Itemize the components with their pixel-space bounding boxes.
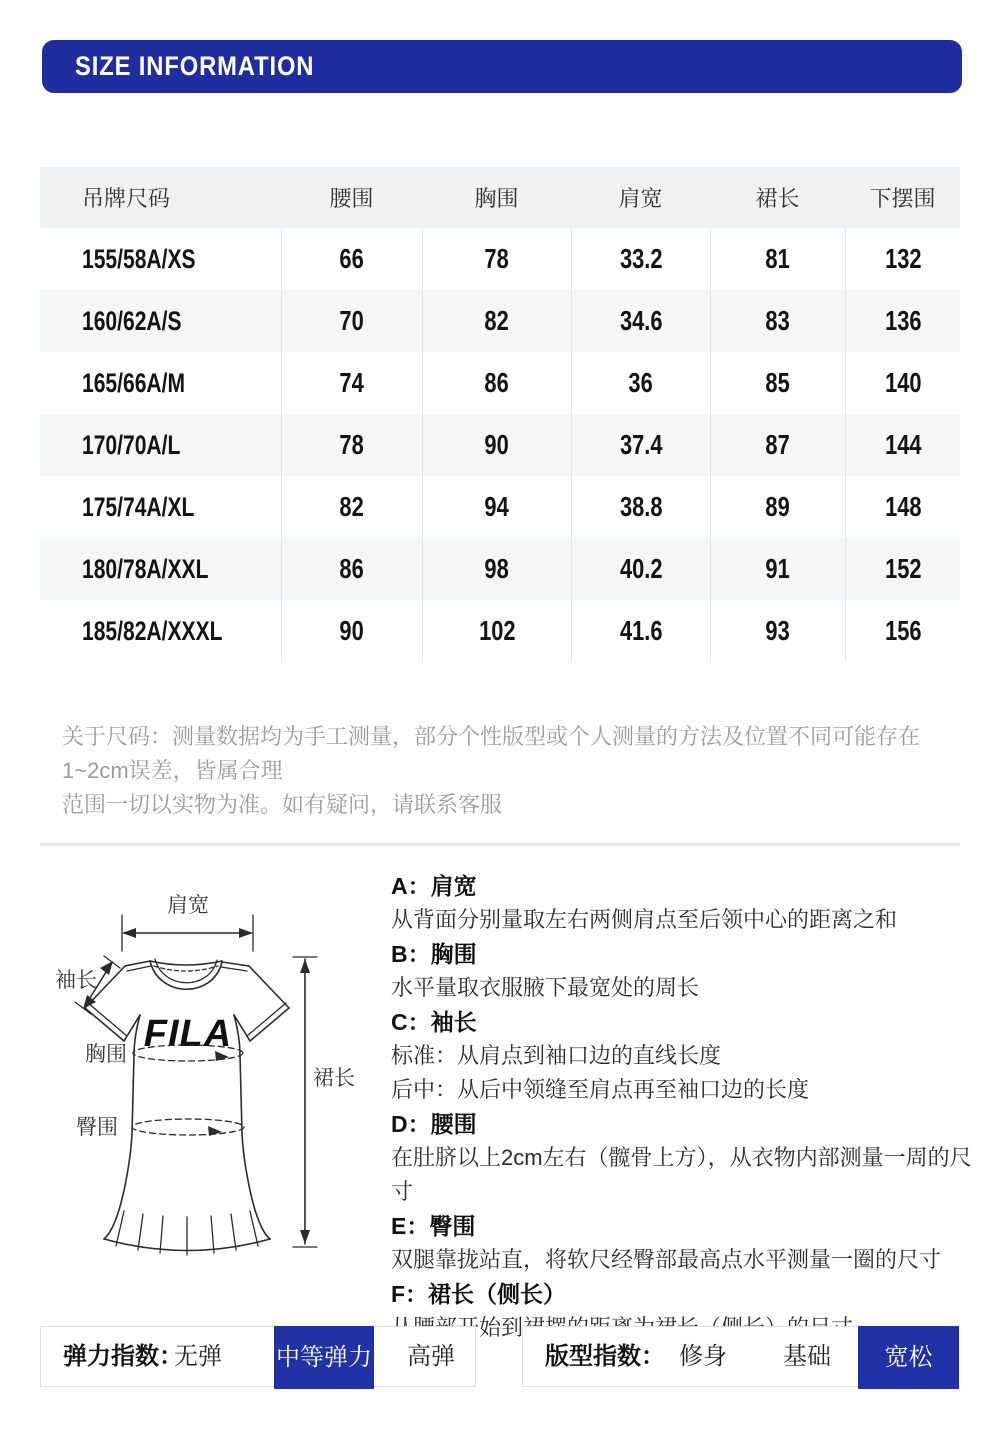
collar bbox=[150, 959, 222, 989]
measurement-cell: 37.4 bbox=[571, 414, 710, 476]
table-row bbox=[40, 600, 960, 662]
measurement-cell: 34.6 bbox=[571, 290, 710, 352]
measure-guide bbox=[391, 869, 986, 1345]
column-header: 下摆围 bbox=[869, 186, 936, 211]
elasticity-index-label: 弹力指数： bbox=[63, 1343, 183, 1370]
fila-logo: FILA bbox=[143, 1013, 233, 1055]
measurement-cell: 94 bbox=[422, 476, 571, 538]
column-header: 裙长 bbox=[755, 186, 800, 211]
measurement-cell: 82 bbox=[422, 290, 571, 352]
column-header: 肩宽 bbox=[618, 186, 663, 211]
table-row bbox=[40, 228, 960, 290]
measurement-cell: 136 bbox=[845, 290, 960, 352]
measurement-cell: 78 bbox=[422, 228, 571, 290]
guide-line: 双腿靠拢站直，将软尺经臀部最高点水平测量一圈的尺寸 bbox=[391, 1247, 942, 1272]
size-label-cell: 180/78A/XXL bbox=[82, 553, 209, 584]
guide-heading: D：腰围 bbox=[391, 1111, 477, 1137]
measurement-cell: 148 bbox=[845, 476, 960, 538]
measurement-cell: 90 bbox=[422, 414, 571, 476]
guide-heading: B：胸围 bbox=[391, 941, 477, 967]
pleat-lines bbox=[116, 1211, 258, 1255]
size-label-cell: 160/62A/S bbox=[82, 305, 182, 336]
measurement-cell: 93 bbox=[710, 600, 845, 662]
table-row bbox=[40, 414, 960, 476]
elasticity-index-bar bbox=[40, 1326, 476, 1387]
column-header: 胸围 bbox=[474, 186, 519, 211]
fit-index-label: 版型指数： bbox=[545, 1343, 665, 1370]
measurement-cell: 156 bbox=[845, 600, 960, 662]
fit-index-bar bbox=[522, 1326, 958, 1387]
size-table-body bbox=[40, 228, 960, 662]
elasticity-option: 无弹 bbox=[174, 1343, 222, 1370]
guide-line: 从背面分别量取左右两侧肩点至后领中心的距离之和 bbox=[391, 907, 898, 932]
size-label-cell: 185/82A/XXXL bbox=[82, 615, 223, 646]
measurement-cell: 83 bbox=[710, 290, 845, 352]
measurement-cell: 90 bbox=[281, 600, 422, 662]
size-table-header bbox=[40, 167, 960, 228]
guide-line: 在肚脐以上2cm左右（髋骨上方），从衣物内部测量一周的尺寸 bbox=[391, 1145, 972, 1204]
measurement-cell: 91 bbox=[710, 538, 845, 600]
size-note bbox=[62, 720, 942, 822]
measurement-cell: 33.2 bbox=[571, 228, 710, 290]
sleeve-length-label: 袖长 bbox=[55, 969, 97, 992]
table-row bbox=[40, 538, 960, 600]
measurement-cell: 86 bbox=[422, 352, 571, 414]
guide-heading: E：臀围 bbox=[391, 1213, 476, 1239]
guide-line: 后中：从后中领缝至肩点再至袖口边的长度 bbox=[391, 1077, 810, 1102]
section-title: SIZE INFORMATION bbox=[75, 51, 315, 81]
measurement-cell: 38.8 bbox=[571, 476, 710, 538]
note-line: 关于尺码：测量数据均为手工测量，部分个性版型或个人测量的方法及位置不同可能存在1~2cm误差，皆属合理 bbox=[62, 724, 921, 783]
fit-option: 修身 bbox=[679, 1343, 727, 1370]
note-line: 范围一切以实物为准。如有疑问，请联系客服 bbox=[62, 792, 503, 817]
measurement-cell: 102 bbox=[422, 600, 571, 662]
measurement-cell: 74 bbox=[281, 352, 422, 414]
measurement-cell: 70 bbox=[281, 290, 422, 352]
size-label-cell: 155/58A/XS bbox=[82, 243, 196, 274]
measurement-cell: 152 bbox=[845, 538, 960, 600]
guide-heading: A：肩宽 bbox=[391, 873, 477, 899]
measurement-cell: 85 bbox=[710, 352, 845, 414]
size-label-cell: 165/66A/M bbox=[82, 367, 186, 398]
measurement-cell: 81 bbox=[710, 228, 845, 290]
measurement-cell: 89 bbox=[710, 476, 845, 538]
measurement-cell: 36 bbox=[571, 352, 710, 414]
bust-label: 胸围 bbox=[85, 1043, 127, 1066]
column-header: 吊牌尺码 bbox=[82, 186, 171, 211]
measurement-cell: 86 bbox=[281, 538, 422, 600]
measurement-cell: 98 bbox=[422, 538, 571, 600]
elasticity-option-active: 中等弹力 bbox=[274, 1326, 374, 1389]
table-row bbox=[40, 476, 960, 538]
dress-outline bbox=[85, 959, 289, 1255]
skirt-length-arrow bbox=[293, 957, 317, 1247]
guide-heading: F：裙长（侧长） bbox=[391, 1281, 567, 1307]
shoulder-width-arrow bbox=[122, 915, 253, 951]
column-header: 腰围 bbox=[329, 186, 374, 211]
elasticity-option: 高弹 bbox=[407, 1343, 455, 1370]
skirt-length-label: 裙长 bbox=[313, 1067, 355, 1090]
guide-line: 水平量取衣服腋下最宽处的周长 bbox=[391, 975, 700, 1000]
hip-label: 臀围 bbox=[76, 1116, 118, 1139]
measurement-cell: 87 bbox=[710, 414, 845, 476]
size-label-cell: 170/70A/L bbox=[82, 429, 181, 460]
measurement-cell: 132 bbox=[845, 228, 960, 290]
measurement-cell: 40.2 bbox=[571, 538, 710, 600]
table-row bbox=[40, 352, 960, 414]
size-table bbox=[40, 167, 960, 662]
measurement-cell: 144 bbox=[845, 414, 960, 476]
size-label-cell: 175/74A/XL bbox=[82, 491, 195, 522]
section-banner bbox=[42, 40, 962, 93]
garment-measure-diagram bbox=[40, 845, 380, 1285]
measurement-cell: 82 bbox=[281, 476, 422, 538]
shoulder-width-label: 肩宽 bbox=[167, 894, 209, 917]
measurement-cell: 66 bbox=[281, 228, 422, 290]
fit-option: 基础 bbox=[783, 1343, 831, 1370]
table-row bbox=[40, 290, 960, 352]
guide-heading: C：袖长 bbox=[391, 1009, 477, 1035]
hip-girth-line bbox=[132, 1119, 244, 1136]
guide-line: 标准：从肩点到袖口边的直线长度 bbox=[391, 1043, 722, 1068]
fit-option-active: 宽松 bbox=[858, 1326, 959, 1389]
measurement-cell: 78 bbox=[281, 414, 422, 476]
measurement-cell: 140 bbox=[845, 352, 960, 414]
measurement-cell: 41.6 bbox=[571, 600, 710, 662]
